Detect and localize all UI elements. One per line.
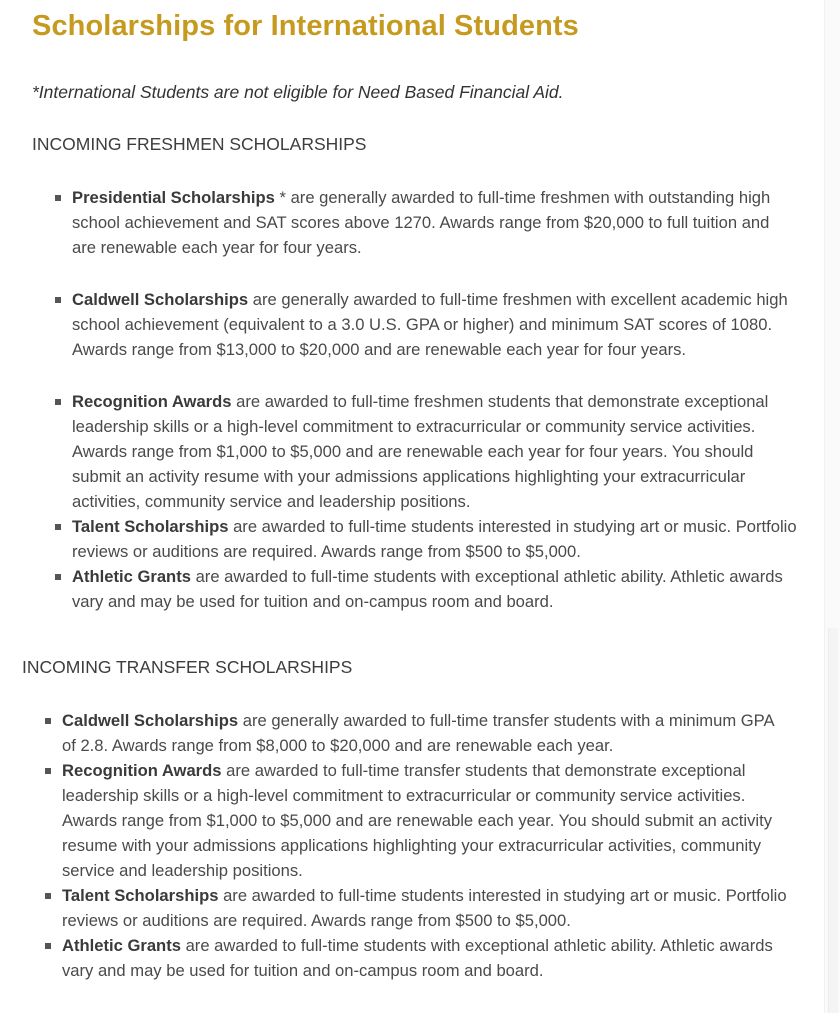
scholarship-name: Recognition Awards bbox=[72, 392, 232, 411]
scholarship-description: * are generally awarded to full-time freshmen with outstanding high school achievement and SAT scores above 1270. Awards range from $20,000 to full tuition and are renewable each year for four years. bbox=[72, 188, 771, 257]
scholarship-name: Recognition Awards bbox=[62, 761, 222, 780]
scholarship-description: are awarded to full-time students with exceptional athletic ability. Athletic awards vary and may be used for tuition and on-campus room and board. bbox=[62, 936, 773, 980]
eligibility-note: *International Students are not eligible for Need Based Financial Aid. bbox=[32, 82, 564, 102]
scholarship-name: Talent Scholarships bbox=[72, 517, 229, 536]
transfer-scholarship-list bbox=[62, 708, 792, 983]
freshmen-scholarship-list bbox=[72, 185, 797, 614]
list-item bbox=[62, 758, 792, 883]
scholarship-description: are awarded to full-time transfer students that demonstrate exceptional leadership skills or a high-level commitment to extracurricular or community service activities. Awards range from $1,000 to $5,000 and are renewable each year. You should submit an activity resume with your admissions applications highlighting your extracurricular activities, community service and leadership positions. bbox=[62, 761, 772, 880]
scholarship-description: are awarded to full-time students with exceptional athletic ability. Athletic awards vary and may be used for tuition and on-campus room and board. bbox=[72, 567, 783, 611]
list-item bbox=[62, 883, 792, 933]
list-item bbox=[62, 708, 792, 758]
scholarship-description: are awarded to full-time students interested in studying art or music. Portfolio reviews or auditions are required. Awards range from $500 to $5,000. bbox=[62, 886, 787, 930]
scholarship-name: Athletic Grants bbox=[72, 567, 191, 586]
scholarship-description: are generally awarded to full-time freshmen with excellent academic high school achievement (equivalent to a 3.0 U.S. GPA or higher) and minimum SAT scores of 1080. Awards range from $13,000 to $20,000 and are renewable each year for four years. bbox=[72, 290, 788, 359]
list-item bbox=[72, 564, 797, 614]
list-item bbox=[72, 514, 797, 564]
scholarship-name: Talent Scholarships bbox=[62, 886, 219, 905]
scholarship-name: Athletic Grants bbox=[62, 936, 181, 955]
scrollbar-thumb[interactable] bbox=[828, 628, 838, 1013]
list-item bbox=[62, 933, 792, 983]
scrollbar[interactable] bbox=[824, 0, 840, 1013]
scholarship-description: are generally awarded to full-time transfer students with a minimum GPA of 2.8. Awards range from $8,000 to $20,000 and are renewable each year. bbox=[62, 711, 774, 755]
scholarship-description: are awarded to full-time students interested in studying art or music. Portfolio reviews or auditions are required. Awards range from $500 to $5,000. bbox=[72, 517, 797, 561]
list-item bbox=[72, 287, 797, 362]
list-item bbox=[72, 389, 797, 514]
scholarship-description: are awarded to full-time freshmen students that demonstrate exceptional leadership skills or a high-level commitment to extracurricular or community service activities. Awards range from $1,000 to $5,000 and are renewable each year for four years. You should submit an activity resume with your admissions applications highlighting your extracurricular activities, community service and leadership positions. bbox=[72, 392, 769, 511]
list-item bbox=[72, 185, 797, 260]
scholarship-name: Caldwell Scholarships bbox=[72, 290, 249, 309]
freshmen-heading: INCOMING FRESHMEN SCHOLARSHIPS bbox=[32, 134, 367, 154]
scholarship-name: Caldwell Scholarships bbox=[62, 711, 239, 730]
page-title: Scholarships for International Students bbox=[32, 10, 579, 42]
transfer-heading: INCOMING TRANSFER SCHOLARSHIPS bbox=[22, 657, 353, 677]
scholarship-name: Presidential Scholarships bbox=[72, 188, 275, 207]
